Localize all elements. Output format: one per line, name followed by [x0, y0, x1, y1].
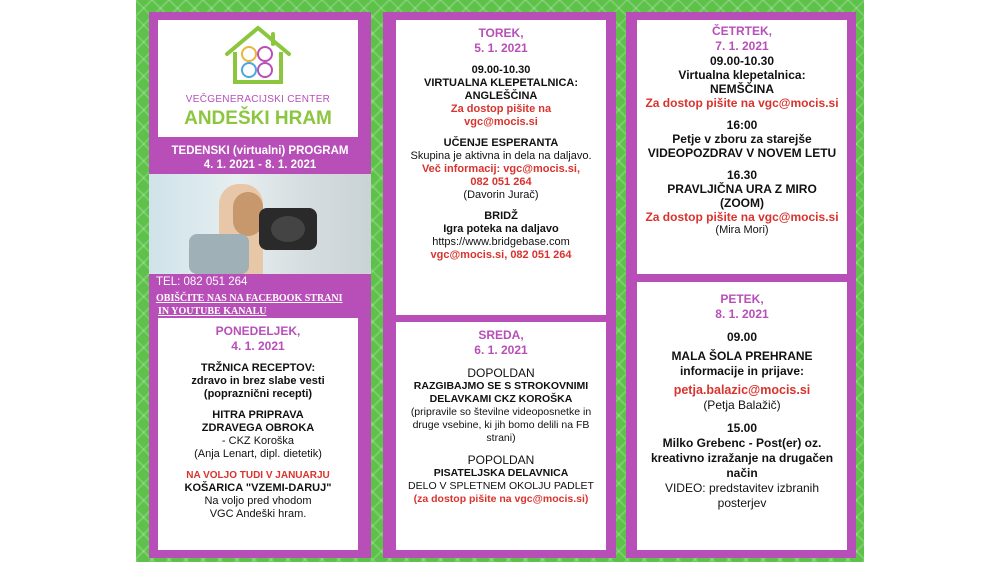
friday-e2-title: Milko Grebenc - Post(er) oz.: [662, 436, 822, 450]
wednesday-am-text: strani): [486, 432, 516, 444]
wednesday-am-text: druge vsebine, ki jih bomo delili na FB: [412, 419, 590, 431]
program-title: TEDENSKI (virtualni) PROGRAM: [171, 145, 349, 157]
monday-panel: [158, 318, 358, 550]
logo-line2: ANDEŠKI HRAM: [184, 108, 332, 129]
friday-e2-title: kreativno izražanje na drugačen: [650, 451, 834, 465]
thursday-e2-title: Petje v zboru za starejše: [672, 132, 812, 146]
logo-line1: VEČGENERACIJSKI CENTER: [185, 94, 331, 105]
wednesday-pm-text: DELO V SPLETNEM OKOLJU PADLET: [408, 480, 594, 492]
thursday-e2-title: VIDEOPOZDRAV V NOVEM LETU: [647, 146, 837, 160]
tuesday-e1-title: ANGLEŠČINA: [464, 90, 538, 102]
friday-e1-time: 09.00: [726, 330, 758, 344]
monday-e1-line: zdravo in brez slabe vesti: [191, 375, 325, 387]
thursday-date: 7. 1. 2021: [715, 39, 769, 53]
monday-e3-title: KOŠARICA "VZEMI-DARUJ": [184, 482, 332, 494]
tuesday-day: TOREK,: [478, 26, 524, 40]
tuesday-e2-person: (Davorin Jurač): [463, 189, 539, 201]
friday-e2-time: 15.00: [726, 421, 758, 435]
thursday-e3-note: Za dostop pišite na vgc@mocis.si: [645, 210, 839, 224]
tuesday-panel: [396, 20, 606, 315]
thursday-e3-title: (ZOOM): [720, 196, 764, 210]
wednesday-am-label: DOPOLDAN: [467, 366, 535, 380]
facebook-link[interactable]: OBIŠČITE NAS NA FACEBOOK STRANI: [156, 293, 343, 304]
wednesday-am-text: (pripravile so številne videoposnetke in: [410, 406, 592, 418]
thursday-e2-time: 16:00: [726, 118, 758, 132]
tuesday-e1-note: Za dostop pišite na: [450, 103, 552, 115]
monday-e2-title: HITRA PRIPRAVA: [212, 409, 304, 421]
tuesday-e2-phone: 082 051 264: [470, 176, 532, 188]
thursday-e3-time: 16.30: [726, 168, 758, 182]
tuesday-e3-sub: Igra poteka na daljavo: [443, 223, 559, 235]
thursday-e3-title: PRAVLJIČNA URA Z MIRO: [667, 182, 817, 196]
friday-e2-text: posterjev: [717, 496, 767, 510]
house-logo-icon: [223, 24, 293, 86]
monday-e3-text: Na voljo pred vhodom: [204, 495, 312, 507]
tuesday-e3-title: BRIDŽ: [484, 210, 518, 222]
tuesday-date: 5. 1. 2021: [474, 41, 528, 55]
program-dates: 4. 1. 2021 - 8. 1. 2021: [203, 159, 317, 171]
wednesday-am-title: RAZGIBAJMO SE S STROKOVNIMI: [413, 380, 589, 392]
monday-date: 4. 1. 2021: [231, 339, 285, 353]
thursday-e3-person: (Mira Mori): [715, 224, 769, 236]
friday-e2-title: način: [726, 466, 758, 480]
wednesday-date: 6. 1. 2021: [474, 343, 528, 357]
logo-panel: [158, 20, 358, 137]
tuesday-e1-title: VIRTUALNA KLEPETALNICA:: [424, 77, 578, 89]
tuesday-e3-url[interactable]: https://www.bridgebase.com: [432, 236, 570, 248]
tuesday-e2-title: UČENJE ESPERANTA: [443, 137, 559, 149]
monday-e2-title: ZDRAVEGA OBROKA: [201, 422, 315, 434]
monday-e1-line: (popraznični recepti): [203, 388, 313, 400]
wednesday-day: SREDA,: [478, 328, 524, 342]
thursday-day: ČETRTEK,: [712, 24, 772, 38]
wednesday-pm-note: (za dostop pišite na vgc@mocis.si): [413, 493, 589, 505]
thursday-e1-note: Za dostop pišite na vgc@mocis.si: [645, 96, 839, 110]
wednesday-pm-label: POPOLDAN: [467, 453, 535, 467]
monday-day: PONEDELJEK,: [215, 324, 301, 338]
monday-e3-text: VGC Andeški hram.: [209, 508, 307, 520]
thursday-panel: [637, 20, 847, 274]
friday-e1-sub: informacije in prijave:: [679, 364, 805, 378]
fitness-photo: [149, 174, 371, 274]
friday-date: 8. 1. 2021: [715, 307, 769, 321]
monday-e2-person: (Anja Lenart, dipl. dietetik): [194, 448, 322, 460]
tuesday-e2-note: Več informacij: vgc@mocis.si,: [421, 163, 581, 175]
friday-panel: [637, 282, 847, 550]
wednesday-panel: [396, 322, 606, 550]
tuesday-e1-time: 09.00-10.30: [471, 64, 531, 76]
tuesday-e1-email[interactable]: vgc@mocis.si: [464, 116, 538, 128]
thursday-e1-title: Virtualna klepetalnica:: [678, 68, 806, 82]
friday-e1-person: (Petja Balažič): [703, 398, 781, 412]
friday-e2-text: VIDEO: predstavitev izbranih: [664, 481, 820, 495]
phone-number: TEL: 082 051 264: [156, 276, 248, 288]
thursday-e1-title: NEMŠČINA: [709, 82, 774, 96]
wednesday-am-title: DELAVKAMI CKZ KOROŠKA: [429, 393, 573, 405]
monday-e3-note: NA VOLJO TUDI V JANUARJU: [186, 470, 330, 481]
thursday-e1-time: 09.00-10.30: [709, 54, 775, 68]
friday-e1-email[interactable]: petja.balazic@mocis.si: [673, 383, 811, 397]
wednesday-pm-title: PISATELJSKA DELAVNICA: [433, 467, 569, 479]
tuesday-e3-contact: vgc@mocis.si, 082 051 264: [430, 249, 572, 261]
monday-e1-line: TRŽNICA RECEPTOV:: [200, 362, 316, 374]
friday-e1-title: MALA ŠOLA PREHRANE: [671, 349, 813, 363]
tuesday-e2-text: Skupina je aktivna in dela na daljavo.: [410, 150, 592, 162]
friday-day: PETEK,: [720, 292, 764, 306]
youtube-link[interactable]: IN YOUTUBE KANALU: [158, 306, 267, 317]
monday-e2-org: - CKZ Koroška: [221, 435, 295, 447]
